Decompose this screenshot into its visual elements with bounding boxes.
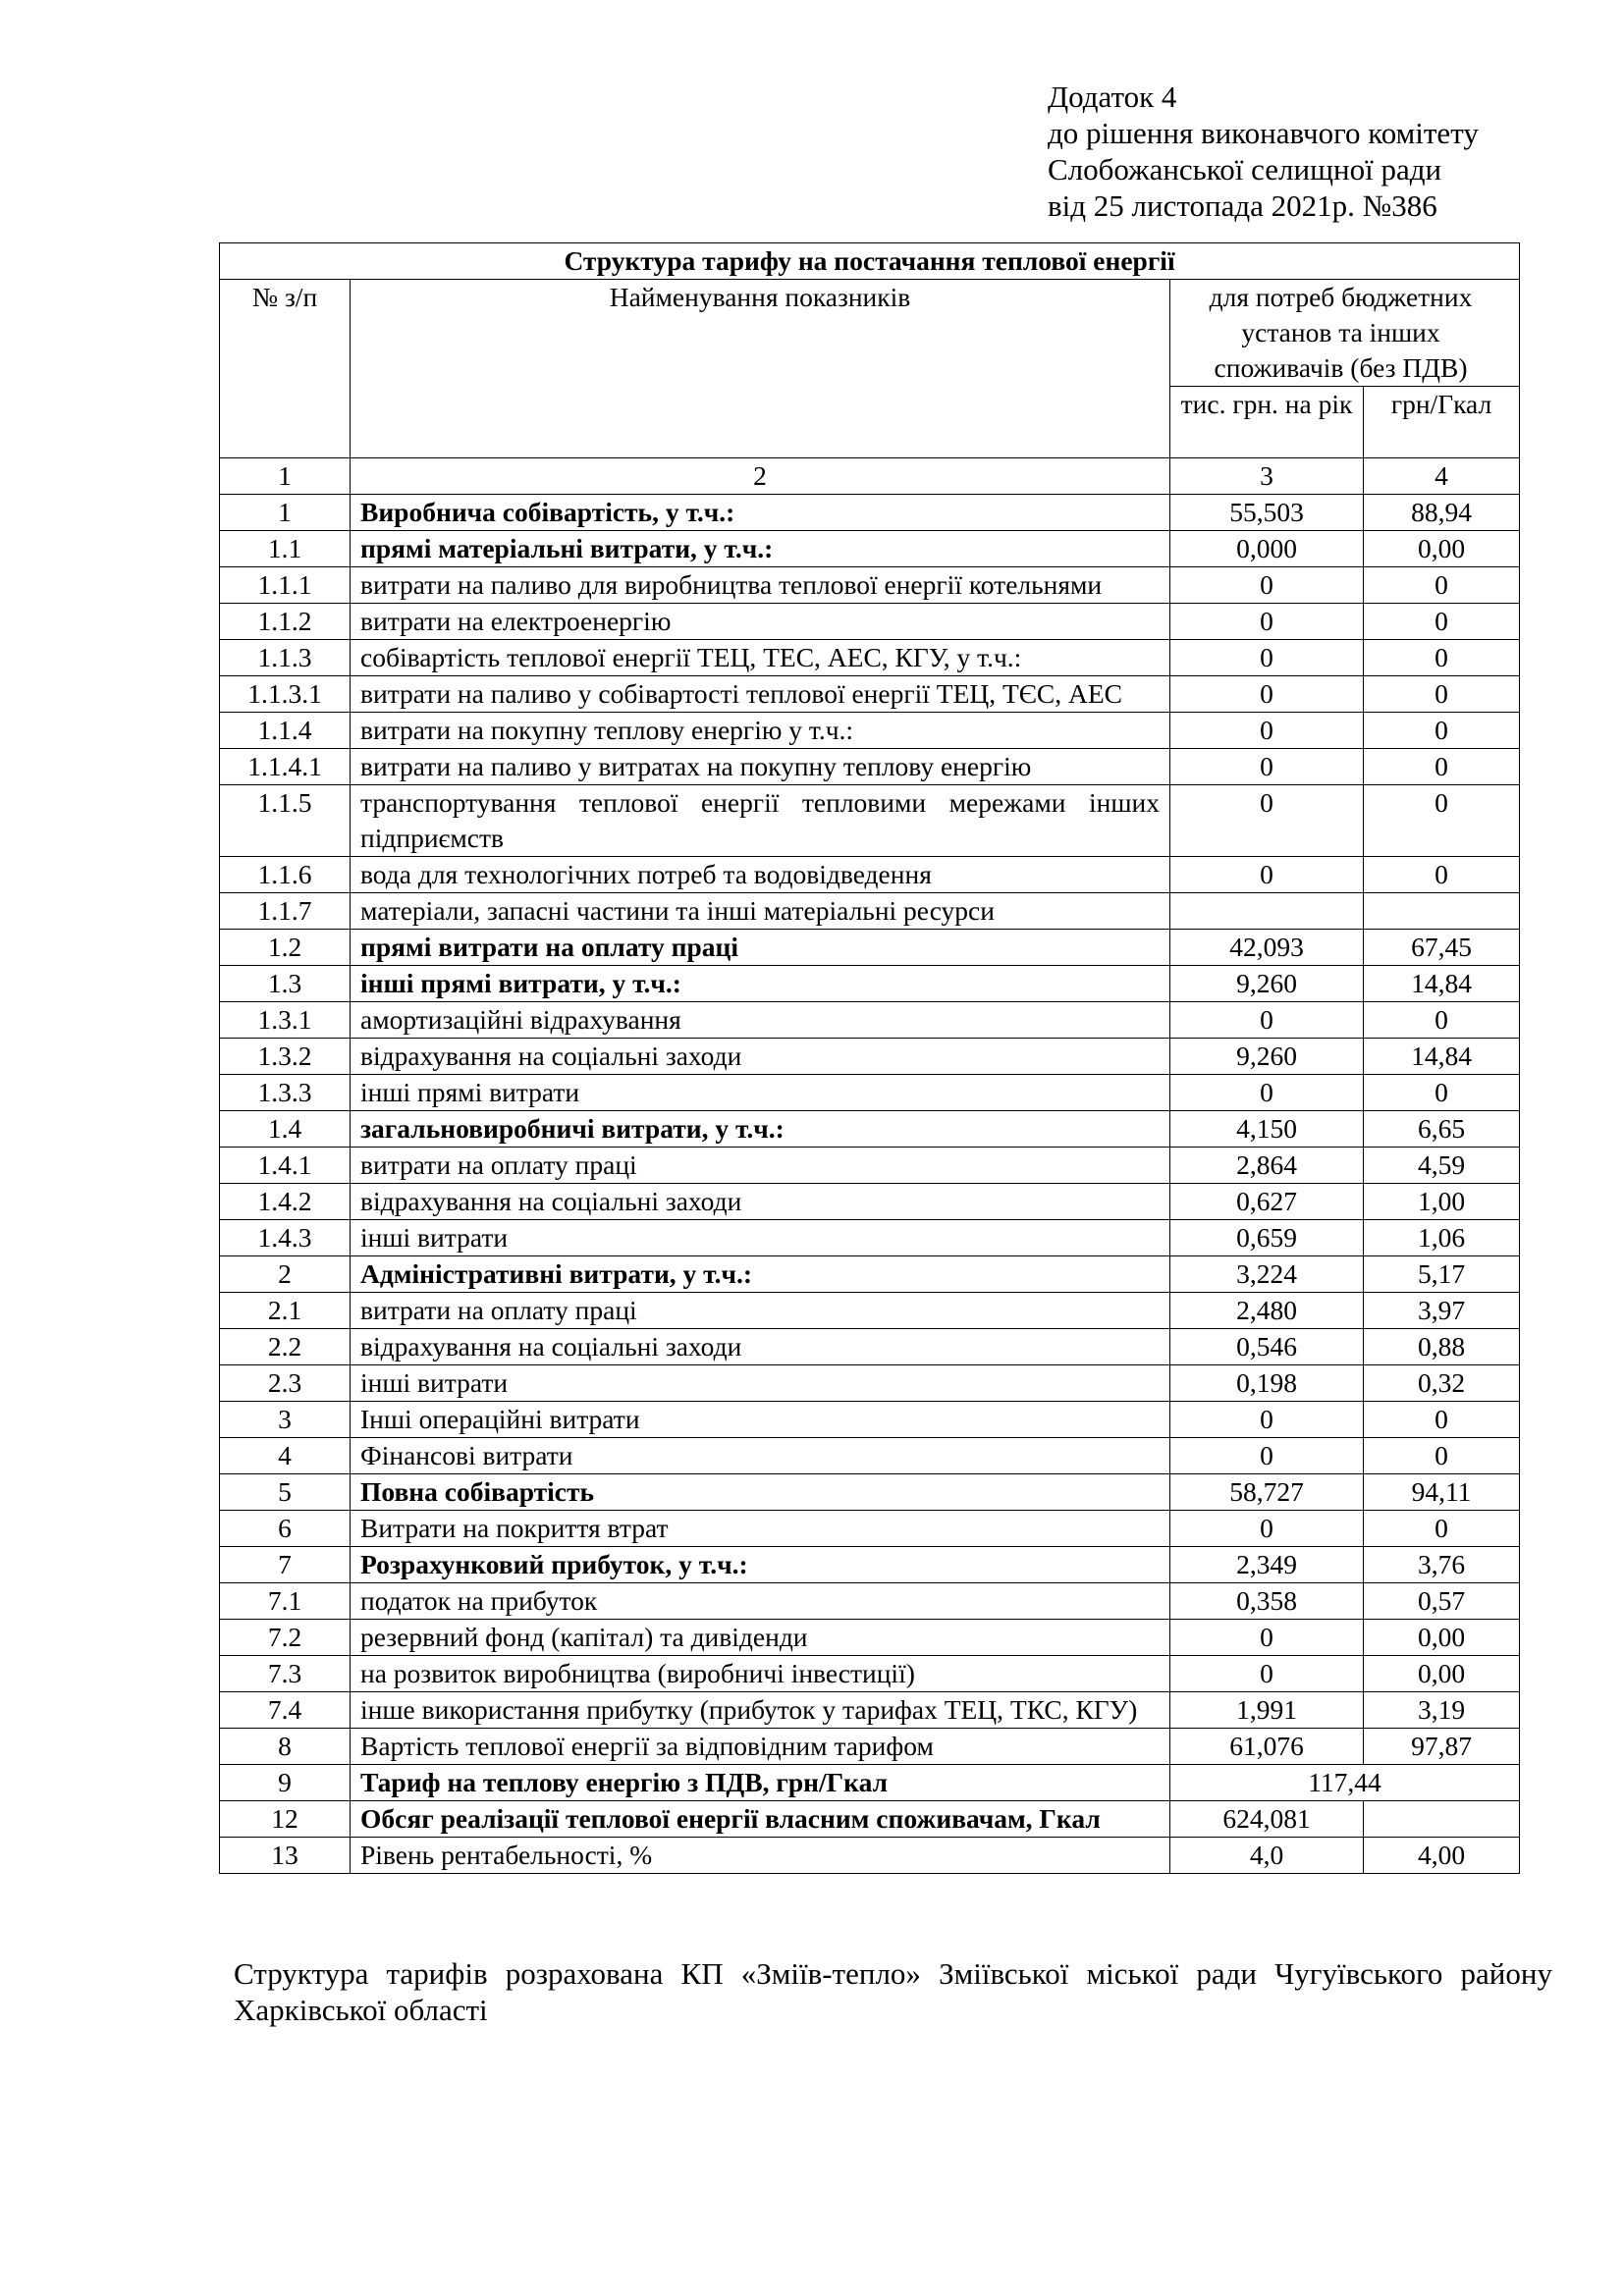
row-number: 1.2	[220, 930, 351, 966]
table-row	[220, 1620, 1520, 1656]
row-value-per-gcal: 0,57	[1364, 1583, 1520, 1620]
table-row	[220, 1729, 1520, 1765]
table-title: Структура тарифу на постачання теплової енергії	[220, 243, 1520, 280]
row-name: на розвиток виробництва (виробничі інвестиції)	[351, 1656, 1170, 1692]
title-row	[220, 243, 1520, 280]
table-row	[220, 1184, 1520, 1220]
row-value-per-gcal: 0	[1364, 604, 1520, 640]
table-row	[220, 1438, 1520, 1474]
row-value-per-gcal: 0	[1364, 567, 1520, 604]
row-value-per-gcal: 94,11	[1364, 1474, 1520, 1511]
row-value-thousand: 1,991	[1170, 1692, 1364, 1729]
row-value-per-gcal: 5,17	[1364, 1256, 1520, 1293]
index-cell: 2	[351, 458, 1170, 495]
row-number: 1	[220, 495, 351, 531]
row-name: Вартість теплової енергії за відповідним тарифом	[351, 1729, 1170, 1765]
column-header-group: для потреб бюджетних установ та інших споживачів (без ПДВ)	[1170, 280, 1520, 387]
table-row	[220, 531, 1520, 567]
row-value-thousand: 58,727	[1170, 1474, 1364, 1511]
row-value-thousand	[1170, 893, 1364, 930]
table-row	[220, 857, 1520, 893]
row-value-thousand: 0	[1170, 676, 1364, 713]
row-value-per-gcal: 3,76	[1364, 1547, 1520, 1583]
row-value-per-gcal: 0	[1364, 1511, 1520, 1547]
row-value-thousand: 55,503	[1170, 495, 1364, 531]
row-number: 7	[220, 1547, 351, 1583]
row-number: 8	[220, 1729, 351, 1765]
row-value-thousand: 2,480	[1170, 1293, 1364, 1329]
row-name: інші витрати	[351, 1220, 1170, 1256]
table-row	[220, 1148, 1520, 1184]
row-value-per-gcal: 88,94	[1364, 495, 1520, 531]
row-value-per-gcal: 0,32	[1364, 1365, 1520, 1402]
row-value-per-gcal	[1364, 1801, 1520, 1838]
row-name: Адміністративні витрати, у т.ч.:	[351, 1256, 1170, 1293]
row-value-per-gcal: 0	[1364, 713, 1520, 749]
row-value-thousand: 0	[1170, 1656, 1364, 1692]
row-value-per-gcal: 0	[1364, 1438, 1520, 1474]
table-row	[220, 1256, 1520, 1293]
row-number: 12	[220, 1801, 351, 1838]
index-cell: 4	[1364, 458, 1520, 495]
row-name: резервний фонд (капітал) та дивіденди	[351, 1620, 1170, 1656]
row-value-thousand: 4,0	[1170, 1838, 1364, 1874]
row-number: 6	[220, 1511, 351, 1547]
index-cell: 1	[220, 458, 351, 495]
row-name: транспортування теплової енергії тепловими мережами інших підприємств	[351, 785, 1170, 857]
row-value-thousand: 2,864	[1170, 1148, 1364, 1184]
row-name: інші прямі витрати, у т.ч.:	[351, 966, 1170, 1002]
row-name: Розрахунковий прибуток, у т.ч.:	[351, 1547, 1170, 1583]
row-name: Тариф на теплову енергію з ПДВ, грн/Гкал	[351, 1765, 1170, 1801]
row-name: амортизаційні відрахування	[351, 1002, 1170, 1039]
row-value-per-gcal: 1,00	[1364, 1184, 1520, 1220]
header-line: від 25 листопада 2021р. №386	[1048, 188, 1437, 223]
row-value-per-gcal: 3,97	[1364, 1293, 1520, 1329]
row-value-per-gcal: 6,65	[1364, 1111, 1520, 1148]
row-name: податок на прибуток	[351, 1583, 1170, 1620]
row-name: відрахування на соціальні заходи	[351, 1039, 1170, 1075]
row-value-thousand: 0	[1170, 785, 1364, 857]
row-value-thousand: 0,198	[1170, 1365, 1364, 1402]
row-number: 7.1	[220, 1583, 351, 1620]
table-row	[220, 640, 1520, 676]
row-name: Інші операційні витрати	[351, 1402, 1170, 1438]
table-row	[220, 1075, 1520, 1111]
row-name: прямі витрати на оплату праці	[351, 930, 1170, 966]
row-number: 1.1.6	[220, 857, 351, 893]
row-name: інші прямі витрати	[351, 1075, 1170, 1111]
row-value-thousand: 0,000	[1170, 531, 1364, 567]
row-value-merged: 117,44	[1170, 1765, 1520, 1801]
row-value-per-gcal: 14,84	[1364, 966, 1520, 1002]
row-name: Фінансові витрати	[351, 1438, 1170, 1474]
row-value-thousand: 9,260	[1170, 966, 1364, 1002]
table-row	[220, 1583, 1520, 1620]
row-number: 7.3	[220, 1656, 351, 1692]
row-name: Рівень рентабельності, %	[351, 1838, 1170, 1874]
header-row	[220, 280, 1520, 387]
row-name: Обсяг реалізації теплової енергії власним споживачам, Гкал	[351, 1801, 1170, 1838]
row-number: 7.2	[220, 1620, 351, 1656]
column-header-name: Найменування показників	[351, 280, 1170, 458]
row-number: 1.4	[220, 1111, 351, 1148]
index-cell: 3	[1170, 458, 1364, 495]
row-name: Виробнича собівартість, у т.ч.:	[351, 495, 1170, 531]
row-number: 9	[220, 1765, 351, 1801]
row-value-thousand: 0,358	[1170, 1583, 1364, 1620]
row-number: 1.3.3	[220, 1075, 351, 1111]
table-row	[220, 713, 1520, 749]
row-name: витрати на паливо у собівартості теплової енергії ТЕЦ, ТЄС, АЕС	[351, 676, 1170, 713]
table-row	[220, 1765, 1520, 1801]
table-row	[220, 1547, 1520, 1583]
row-number: 3	[220, 1402, 351, 1438]
row-value-per-gcal: 0,00	[1364, 1620, 1520, 1656]
row-value-per-gcal: 0	[1364, 1075, 1520, 1111]
row-value-thousand: 9,260	[1170, 1039, 1364, 1075]
row-value-per-gcal: 0	[1364, 857, 1520, 893]
table-row	[220, 749, 1520, 785]
header-line: Слобожанської селищної ради	[1048, 152, 1442, 187]
row-number: 2.3	[220, 1365, 351, 1402]
index-row	[220, 458, 1520, 495]
row-number: 1.1.1	[220, 567, 351, 604]
table-body	[220, 243, 1520, 1874]
row-value-thousand: 0,627	[1170, 1184, 1364, 1220]
row-value-thousand: 3,224	[1170, 1256, 1364, 1293]
row-name: Повна собівартість	[351, 1474, 1170, 1511]
table-row	[220, 966, 1520, 1002]
row-name: матеріали, запасні частини та інші матеріальні ресурси	[351, 893, 1170, 930]
tariff-structure-table	[219, 242, 1520, 1874]
row-number: 1.1	[220, 531, 351, 567]
table-row	[220, 495, 1520, 531]
column-header-number: № з/п	[220, 280, 351, 458]
table-row	[220, 1402, 1520, 1438]
row-value-thousand: 42,093	[1170, 930, 1364, 966]
table-row	[220, 1692, 1520, 1729]
header-line: до рішення виконавчого комітету	[1048, 116, 1479, 150]
row-name: витрати на оплату праці	[351, 1148, 1170, 1184]
table-row	[220, 1511, 1520, 1547]
row-number: 7.4	[220, 1692, 351, 1729]
row-name: витрати на паливо у витратах на покупну теплову енергію	[351, 749, 1170, 785]
row-value-thousand: 0	[1170, 1511, 1364, 1547]
row-name: відрахування на соціальні заходи	[351, 1184, 1170, 1220]
table-row	[220, 893, 1520, 930]
row-value-per-gcal: 0	[1364, 1002, 1520, 1039]
row-value-per-gcal: 0	[1364, 1402, 1520, 1438]
row-value-thousand: 0	[1170, 749, 1364, 785]
row-value-thousand: 0	[1170, 1438, 1364, 1474]
table-row	[220, 1365, 1520, 1402]
row-value-thousand: 61,076	[1170, 1729, 1364, 1765]
row-name: витрати на електроенергію	[351, 604, 1170, 640]
table-row	[220, 676, 1520, 713]
row-number: 5	[220, 1474, 351, 1511]
row-value-per-gcal: 0	[1364, 785, 1520, 857]
row-number: 1.4.2	[220, 1184, 351, 1220]
table-row	[220, 1039, 1520, 1075]
footer-note: Структура тарифів розрахована КП «Зміїв-тепло» Зміївської міської ради Чугуївського району Харківської області	[234, 1956, 1552, 2027]
table-row	[220, 1838, 1520, 1874]
row-value-thousand: 0	[1170, 1402, 1364, 1438]
row-value-thousand: 624,081	[1170, 1801, 1364, 1838]
row-value-per-gcal: 4,59	[1364, 1148, 1520, 1184]
row-name: прямі матеріальні витрати, у т.ч.:	[351, 531, 1170, 567]
row-value-per-gcal: 0,00	[1364, 1656, 1520, 1692]
row-name: витрати на паливо для виробництва теплової енергії котельнями	[351, 567, 1170, 604]
row-value-per-gcal: 0	[1364, 749, 1520, 785]
row-value-thousand: 0,546	[1170, 1329, 1364, 1365]
row-value-per-gcal: 0,88	[1364, 1329, 1520, 1365]
row-name: загальновиробничі витрати, у т.ч.:	[351, 1111, 1170, 1148]
row-number: 13	[220, 1838, 351, 1874]
table-row	[220, 1220, 1520, 1256]
row-number: 2.2	[220, 1329, 351, 1365]
table-row	[220, 785, 1520, 857]
row-value-per-gcal: 67,45	[1364, 930, 1520, 966]
row-name: інші витрати	[351, 1365, 1170, 1402]
table-row	[220, 604, 1520, 640]
row-value-thousand: 0	[1170, 1620, 1364, 1656]
column-header-thousand: тис. грн. на рік	[1170, 387, 1364, 458]
row-name: відрахування на соціальні заходи	[351, 1329, 1170, 1365]
row-value-per-gcal: 1,06	[1364, 1220, 1520, 1256]
row-number: 1.1.2	[220, 604, 351, 640]
row-value-thousand: 0,659	[1170, 1220, 1364, 1256]
table-row	[220, 1801, 1520, 1838]
table-row	[220, 1293, 1520, 1329]
row-value-per-gcal: 3,19	[1364, 1692, 1520, 1729]
row-number: 4	[220, 1438, 351, 1474]
row-number: 1.3.2	[220, 1039, 351, 1075]
row-value-thousand: 4,150	[1170, 1111, 1364, 1148]
row-name: Витрати на покриття втрат	[351, 1511, 1170, 1547]
row-value-per-gcal: 0,00	[1364, 531, 1520, 567]
row-number: 1.4.1	[220, 1148, 351, 1184]
appendix-header	[1048, 79, 1479, 224]
column-header-per-gcal: грн/Гкал	[1364, 387, 1520, 458]
row-number: 1.1.3.1	[220, 676, 351, 713]
row-value-thousand: 0	[1170, 857, 1364, 893]
row-number: 1.1.7	[220, 893, 351, 930]
table-row	[220, 1474, 1520, 1511]
table-row	[220, 1656, 1520, 1692]
row-number: 2.1	[220, 1293, 351, 1329]
header-line: Додаток 4	[1048, 80, 1177, 114]
row-value-per-gcal: 0	[1364, 640, 1520, 676]
table-row	[220, 930, 1520, 966]
row-name: інше використання прибутку (прибуток у тарифах ТЕЦ, ТКС, КГУ)	[351, 1692, 1170, 1729]
row-value-per-gcal	[1364, 893, 1520, 930]
row-value-thousand: 0	[1170, 604, 1364, 640]
table-row	[220, 1329, 1520, 1365]
row-value-thousand: 0	[1170, 1075, 1364, 1111]
row-number: 1.1.3	[220, 640, 351, 676]
row-value-thousand: 0	[1170, 567, 1364, 604]
row-number: 1.3.1	[220, 1002, 351, 1039]
row-number: 1.3	[220, 966, 351, 1002]
row-value-per-gcal: 97,87	[1364, 1729, 1520, 1765]
row-name: собівартість теплової енергії ТЕЦ, ТЕС, АЕС, КГУ, у т.ч.:	[351, 640, 1170, 676]
row-number: 1.1.4.1	[220, 749, 351, 785]
table-row	[220, 1111, 1520, 1148]
row-value-per-gcal: 0	[1364, 676, 1520, 713]
row-value-thousand: 0	[1170, 640, 1364, 676]
row-name: витрати на покупну теплову енергію у т.ч.:	[351, 713, 1170, 749]
row-value-per-gcal: 4,00	[1364, 1838, 1520, 1874]
row-value-thousand: 0	[1170, 1002, 1364, 1039]
row-number: 2	[220, 1256, 351, 1293]
row-value-per-gcal: 14,84	[1364, 1039, 1520, 1075]
row-number: 1.4.3	[220, 1220, 351, 1256]
row-name: витрати на оплату праці	[351, 1293, 1170, 1329]
table-row	[220, 1002, 1520, 1039]
row-number: 1.1.5	[220, 785, 351, 857]
row-name: вода для технологічних потреб та водовідведення	[351, 857, 1170, 893]
row-value-thousand: 2,349	[1170, 1547, 1364, 1583]
row-number: 1.1.4	[220, 713, 351, 749]
table-row	[220, 567, 1520, 604]
row-value-thousand: 0	[1170, 713, 1364, 749]
